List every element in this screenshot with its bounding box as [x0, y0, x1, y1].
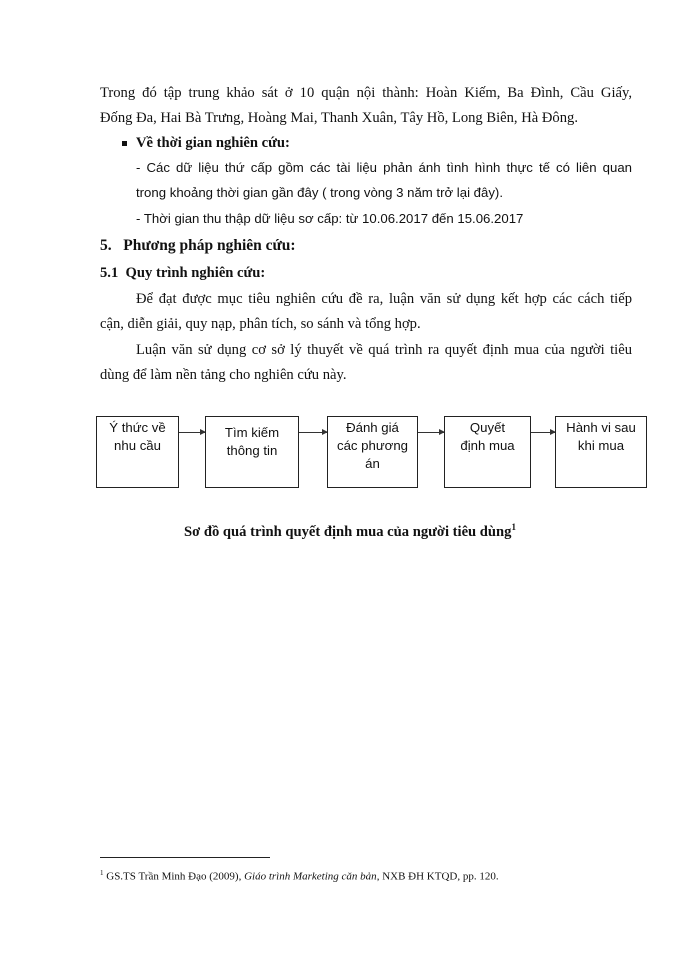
scope-paragraph-line-2: Đống Đa, Hai Bà Trưng, Hoàng Mai, Thanh Xuân, Tây Hồ, Long Biên, Hà Đông. [100, 110, 578, 126]
time-item-1-line-1: - Các dữ liệu thứ cấp gồm các tài liệu phản ánh tình hình thực tế có liên quan [136, 160, 632, 175]
flow-step-5-line-1: Hành vi sau [566, 420, 636, 435]
flow-step-2-line-2: thông tin [226, 443, 278, 458]
figure-caption [0, 522, 700, 541]
flow-step-post-purchase-behavior [555, 416, 647, 488]
section-5-heading [100, 236, 296, 256]
footnote-reference[interactable]: 1 [511, 522, 516, 532]
footnote-publisher: , NXB ĐH KTQD, pp. 120. [376, 870, 499, 883]
time-item-2: - Thời gian thu thập dữ liệu sơ cấp: từ 10.06.2017 đến 15.06.2017 [136, 211, 524, 226]
footnote-author: GS.TS Trần Minh Đạo (2009), [106, 870, 245, 883]
time-section-heading: Về thời gian nghiên cứu: [136, 135, 290, 151]
figure-caption-text: Sơ đồ quá trình quyết định mua của người tiêu dùng [184, 523, 512, 540]
flow-step-purchase-decision [444, 416, 531, 488]
arrow-right-icon [179, 432, 205, 433]
subsection-5-1-title: Quy trình nghiên cứu: [125, 265, 266, 281]
subsection-5-1-heading [100, 263, 265, 283]
methods-paragraph-line-2: cận, diễn giải, quy nạp, phân tích, so sánh và tổng hợp. [100, 316, 421, 332]
flow-step-1-line-2: nhu cầu [114, 438, 161, 453]
arrow-right-icon [299, 432, 327, 433]
flow-step-information-search [205, 416, 299, 488]
flow-step-4-line-2: định mua [460, 438, 515, 453]
footnote-number: 1 [100, 869, 104, 877]
flow-step-3-line-2: các phương [337, 438, 408, 453]
flow-step-4-line-1: Quyết [469, 420, 506, 435]
footnote-book-title: Giáo trình Marketing căn bản [244, 870, 377, 883]
flow-step-3-line-1: Đánh giá [346, 420, 399, 435]
theory-paragraph-line-2: dùng để làm nền tảng cho nghiên cứu này. [100, 367, 347, 383]
methods-paragraph-line-1: Để đạt được mục tiêu nghiên cứu đề ra, luận văn sử dụng kết hợp các cách tiếp [136, 291, 632, 307]
flow-step-3-line-3: án [365, 456, 380, 471]
footnote-separator [100, 857, 270, 858]
flow-step-2-line-1: Tìm kiếm [224, 425, 280, 440]
square-bullet-icon [122, 141, 127, 146]
subsection-5-1-number: 5.1 [100, 265, 119, 281]
footnote [100, 866, 499, 884]
flow-step-need-recognition [96, 416, 179, 488]
section-5-number: 5. [100, 237, 112, 254]
flow-step-evaluation-of-alternatives [327, 416, 418, 488]
section-5-title: Phương pháp nghiên cứu: [123, 237, 296, 254]
time-item-1-line-2: trong khoảng thời gian gần đây ( trong vòng 3 năm trở lại đây). [136, 185, 503, 200]
flow-step-1-line-1: Ý thức về [109, 420, 166, 435]
scope-paragraph-line-1: Trong đó tập trung khảo sát ở 10 quận nội thành: Hoàn Kiếm, Ba Đình, Cầu Giấy, [100, 85, 632, 101]
flow-step-5-line-2: khi mua [577, 438, 625, 453]
arrow-right-icon [531, 432, 555, 433]
theory-paragraph-line-1: Luận văn sử dụng cơ sở lý thuyết về quá trình ra quyết định mua của người tiêu [136, 342, 632, 358]
arrow-right-icon [418, 432, 444, 433]
